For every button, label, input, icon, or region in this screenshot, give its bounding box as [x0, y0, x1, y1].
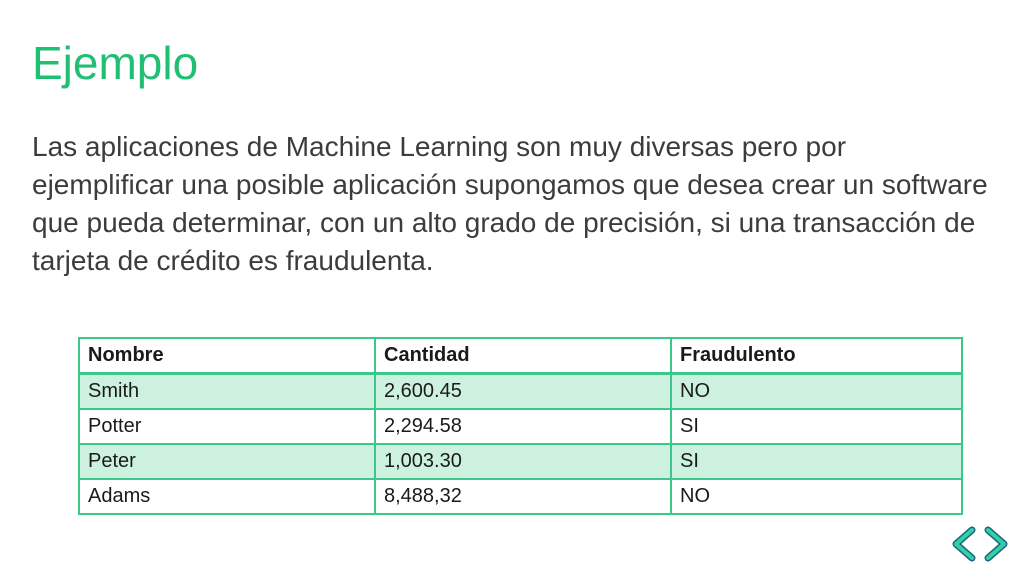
cell-nombre: Potter	[79, 409, 375, 444]
cell-cantidad: 1,003.30	[375, 444, 671, 479]
cell-cantidad: 2,294.58	[375, 409, 671, 444]
transactions-table	[78, 337, 963, 515]
cell-fraudulento: NO	[671, 374, 962, 410]
slide-title: Ejemplo	[32, 37, 199, 89]
table-row	[79, 409, 962, 444]
cell-nombre: Peter	[79, 444, 375, 479]
column-header-nombre: Nombre	[79, 338, 375, 374]
table-row	[79, 479, 962, 514]
slide-paragraph: Las aplicaciones de Machine Learning son muy diversas pero por ejemplificar una posible aplicación supongamos que desea crear un software que pueda determinar, con un alto grado de precisión, si una transacción de tarjeta de crédito es fraudulenta.	[32, 131, 988, 276]
cell-fraudulento: SI	[671, 444, 962, 479]
table-header-row	[79, 338, 962, 374]
cell-nombre: Smith	[79, 374, 375, 410]
cell-fraudulento: SI	[671, 409, 962, 444]
column-header-fraudulento: Fraudulento	[671, 338, 962, 374]
code-brackets-logo-icon	[950, 524, 1010, 564]
cell-nombre: Adams	[79, 479, 375, 514]
cell-cantidad: 8,488,32	[375, 479, 671, 514]
cell-fraudulento: NO	[671, 479, 962, 514]
column-header-cantidad: Cantidad	[375, 338, 671, 374]
table-row	[79, 444, 962, 479]
cell-cantidad: 2,600.45	[375, 374, 671, 410]
table-row	[79, 374, 962, 410]
